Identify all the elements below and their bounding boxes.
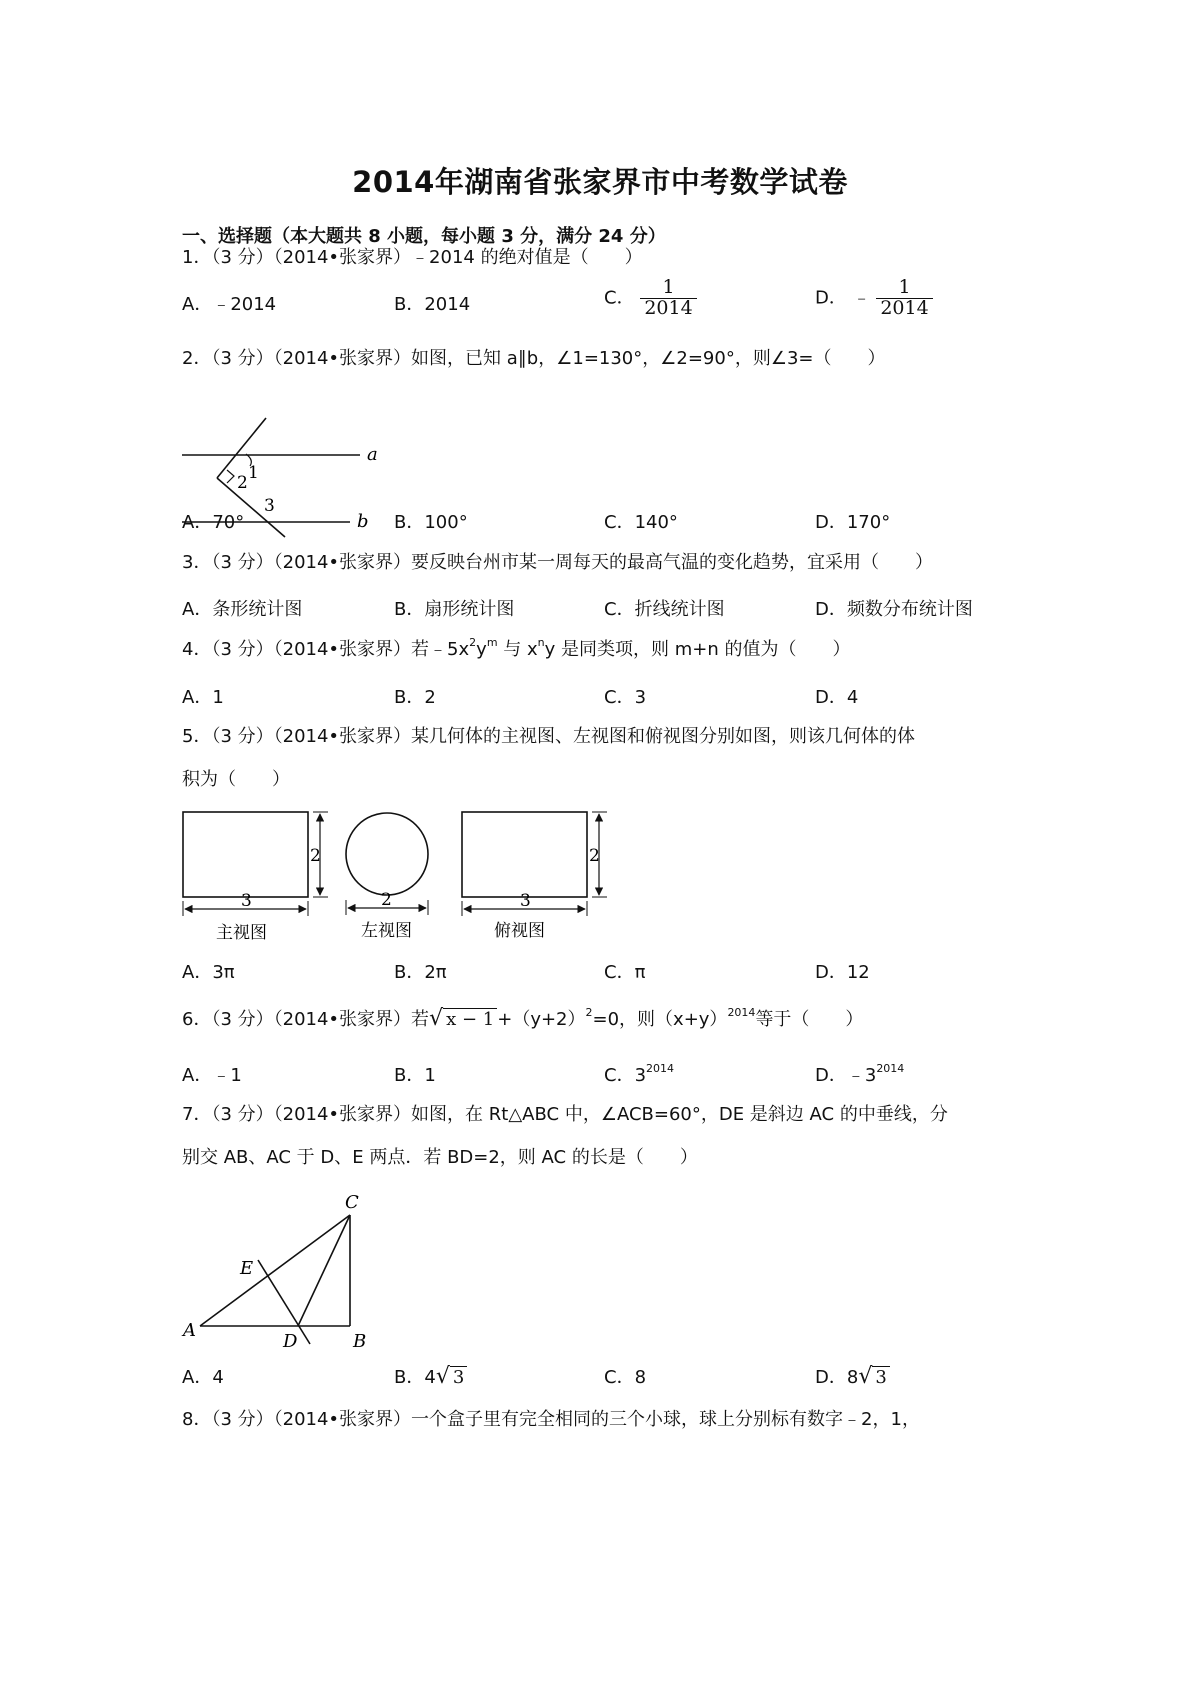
top-width-label: 3 (520, 891, 531, 911)
option-c[interactable]: C．3 (604, 687, 647, 708)
fraction-numerator: 1 (876, 278, 932, 299)
option-b-text: B．4 (394, 1367, 436, 1388)
left-width-label: 2 (381, 890, 392, 910)
exponent: 2 (585, 1006, 593, 1019)
front-width-label: 3 (241, 891, 252, 911)
label-a: a (367, 444, 378, 465)
option-d[interactable] (815, 1061, 904, 1087)
option-d[interactable]: D．170° (815, 512, 891, 533)
radical-sign: √ (858, 1364, 873, 1389)
option-a[interactable]: A．70° (182, 512, 245, 533)
three-views-figure (178, 800, 668, 950)
fraction-denominator: 2014 (644, 296, 693, 319)
front-view-caption: 主视图 (216, 923, 267, 943)
option-b[interactable]: B．2014 (394, 294, 471, 315)
stem-part: 6．（3 分）（2014•张家界）若 (182, 1009, 430, 1030)
page-title: 2014年湖南省张家界市中考数学试卷 (352, 165, 848, 199)
option-c[interactable]: C．折线统计图 (604, 599, 725, 620)
exponent: 2014 (876, 1062, 905, 1075)
fraction (876, 278, 932, 319)
question-5-stem-line-1: 5．（3 分）（2014•张家界）某几何体的主视图、左视图和俯视图分别如图，则该几何体的体 (182, 726, 916, 747)
option-d[interactable]: D．频数分布统计图 (815, 599, 973, 620)
question-3-stem: 3．（3 分）（2014•张家界）要反映台州市某一周每天的最高气温的变化趋势，宜采用（ ） (182, 552, 934, 573)
option-b[interactable]: B．2π (394, 962, 447, 983)
exponent: 2014 (727, 1006, 756, 1019)
front-view-rect (183, 812, 308, 897)
question-7-stem-line-1: 7．（3 分）（2014•张家界）如图，在 Rt△ABC 中，∠ACB=60°，DE 是斜边 AC 的中垂线，分 (182, 1104, 948, 1125)
stem-part: +（y+2） (497, 1009, 586, 1030)
option-d[interactable] (815, 278, 933, 319)
option-b[interactable]: B．1 (394, 1065, 436, 1086)
question-6-stem (182, 1006, 863, 1032)
section-heading: 一、选择题（本大题共 8 小题，每小题 3 分，满分 24 分） (182, 226, 666, 247)
question-4-options (182, 683, 1022, 713)
square-root (858, 1364, 889, 1389)
question-2-options (182, 508, 1022, 538)
label-angle-1: 1 (248, 463, 259, 483)
square-root (429, 1006, 497, 1032)
option-a[interactable]: A．4 (182, 1367, 224, 1388)
fraction-denominator: 2014 (880, 296, 929, 319)
question-5-stem-line-2: 积为（ ） (182, 769, 290, 790)
right-angle-mark (227, 470, 234, 483)
option-c[interactable] (604, 1061, 674, 1087)
question-8-stem: 8．（3 分）（2014•张家界）一个盒子里有完全相同的三个小球，球上分别标有数字﹣2，1， (182, 1409, 920, 1430)
radicand: 3 (450, 1366, 467, 1388)
option-c[interactable]: C．140° (604, 512, 678, 533)
option-d-text: D．8 (815, 1367, 859, 1388)
option-d-text: D．﹣3 (815, 1065, 877, 1086)
label-angle-3: 3 (264, 496, 275, 516)
front-height-label: 2 (310, 846, 321, 866)
exponent: 2014 (646, 1062, 675, 1075)
question-7-stem-line-2: 别交 AB、AC 于 D、E 两点．若 BD=2，则 AC 的长是（ ） (182, 1147, 698, 1168)
label-a: A (183, 1320, 196, 1341)
option-b[interactable]: B．100° (394, 512, 468, 533)
stem-part: 4．（3 分）（2014•张家界）若﹣5x (182, 639, 470, 660)
stem-part: y (476, 639, 487, 660)
option-a[interactable]: A．﹣1 (182, 1065, 242, 1086)
radicand: 3 (872, 1366, 889, 1388)
left-view-caption: 左视图 (361, 921, 412, 941)
option-a[interactable]: A．﹣2014 (182, 294, 277, 315)
label-b: B (353, 1331, 367, 1350)
option-b[interactable] (394, 1363, 467, 1389)
radical-sign: √ (435, 1364, 450, 1389)
option-a[interactable]: A．条形统计图 (182, 599, 303, 620)
exponent: n (537, 636, 545, 649)
stem-part: y 是同类项，则 m+n 的值为（ ） (544, 639, 851, 660)
segment-cd (298, 1215, 350, 1326)
option-d[interactable]: D．4 (815, 687, 859, 708)
label-c: C (345, 1192, 359, 1213)
exponent: 2 (469, 636, 477, 649)
label-b: b (357, 511, 369, 532)
radical-sign: √ (429, 1006, 444, 1031)
option-c[interactable]: C．8 (604, 1367, 647, 1388)
label-e: E (240, 1258, 254, 1279)
fraction (640, 278, 696, 319)
negative-sign: ﹣ (852, 287, 871, 309)
question-1-stem: 1．（3 分）（2014•张家界）﹣2014 的绝对值是（ ） (182, 247, 643, 268)
question-7-options (182, 1363, 1022, 1393)
radicand: x − 1 (443, 1008, 497, 1030)
option-d[interactable] (815, 1363, 890, 1389)
option-c[interactable]: C．π (604, 962, 646, 983)
stem-part: 等于（ ） (755, 1009, 864, 1030)
option-b[interactable]: B．扇形统计图 (394, 599, 515, 620)
top-height-label: 2 (589, 846, 600, 866)
question-3-options (182, 595, 1022, 625)
question-5-options (182, 958, 1022, 988)
label-angle-2: 2 (237, 473, 248, 493)
option-c-label: C． (604, 287, 635, 309)
option-d[interactable]: D．12 (815, 962, 870, 983)
label-d: D (283, 1331, 298, 1350)
exponent: m (486, 636, 498, 649)
question-2-stem: 2．（3 分）（2014•张家界）如图，已知 a∥b，∠1=130°，∠2=90°，则∠3=（ ） (182, 348, 886, 369)
stem-part: =0，则（x+y） (592, 1009, 728, 1030)
triangle-figure (178, 1190, 408, 1350)
left-view-circle (346, 813, 428, 895)
stem-part: 与 x (497, 639, 538, 660)
question-1-options (182, 276, 1022, 320)
option-c[interactable] (604, 278, 697, 319)
fraction-numerator: 1 (640, 278, 696, 299)
option-b[interactable]: B．2 (394, 687, 436, 708)
option-a[interactable]: A．3π (182, 962, 235, 983)
question-6-options (182, 1061, 1022, 1091)
option-d-label: D． (815, 287, 847, 309)
side-ac (200, 1215, 350, 1326)
option-a[interactable]: A．1 (182, 687, 224, 708)
top-view-rect (462, 812, 587, 897)
question-4-stem (182, 636, 851, 661)
option-c-text: C．3 (604, 1065, 647, 1086)
top-view-caption: 俯视图 (494, 921, 545, 941)
square-root (436, 1364, 467, 1389)
